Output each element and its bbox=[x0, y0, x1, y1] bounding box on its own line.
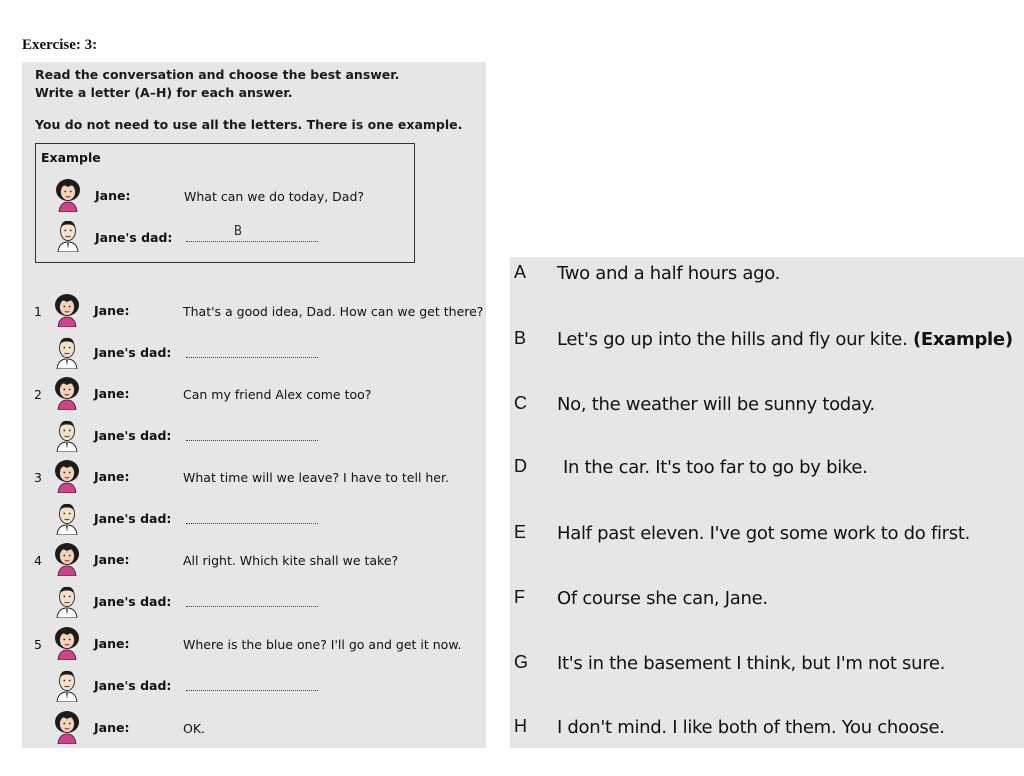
reply-speaker: Jane's dad: bbox=[94, 511, 172, 526]
question-text: That's a good idea, Dad. How can we get there? bbox=[183, 304, 484, 319]
example-answer-line bbox=[186, 224, 318, 242]
instruction-line-3: You do not need to use all the letters. There is one example. bbox=[35, 117, 463, 132]
option-text: In the car. It's too far to go by bike. bbox=[563, 457, 868, 478]
answer-blank[interactable] bbox=[186, 678, 318, 691]
option-letter: G bbox=[514, 652, 529, 672]
instruction-line-2: Write a letter (A–H) for each answer. bbox=[35, 85, 293, 100]
question-number: 1 bbox=[34, 304, 42, 319]
example-jane-speaker: Jane: bbox=[95, 188, 131, 203]
dad-avatar-icon bbox=[52, 335, 82, 369]
exercise-title: Exercise: 3: bbox=[22, 37, 98, 53]
option-letter: E bbox=[514, 522, 527, 542]
question-number: 5 bbox=[34, 637, 42, 652]
closing-text: OK. bbox=[183, 721, 206, 736]
option-text: Half past eleven. I've got some work to do first. bbox=[557, 523, 971, 544]
closing-speaker: Jane: bbox=[94, 720, 130, 735]
question-speaker: Jane: bbox=[94, 386, 130, 401]
dad-avatar-icon bbox=[52, 668, 82, 702]
question-text: Can my friend Alex come too? bbox=[183, 387, 372, 402]
option-letter: B bbox=[514, 328, 527, 348]
option-letter: D bbox=[514, 456, 527, 476]
jane-avatar-icon bbox=[52, 459, 82, 493]
question-text: All right. Which kite shall we take? bbox=[183, 553, 399, 568]
dad-avatar-icon bbox=[52, 584, 82, 618]
option-text: I don't mind. I like both of them. You choose. bbox=[557, 717, 945, 738]
option-letter: C bbox=[514, 393, 527, 413]
jane-avatar-icon bbox=[52, 293, 82, 327]
example-dad-speaker: Jane's dad: bbox=[95, 230, 173, 245]
option-text: It's in the basement I think, but I'm not sure. bbox=[557, 653, 946, 674]
answer-blank[interactable] bbox=[186, 594, 318, 607]
example-jane-line: What can we do today, Dad? bbox=[184, 189, 365, 204]
reply-speaker: Jane's dad: bbox=[94, 594, 172, 609]
jane-avatar-icon bbox=[52, 376, 82, 410]
example-answer: B bbox=[234, 224, 242, 239]
jane-avatar-icon bbox=[52, 542, 82, 576]
answer-options-panel bbox=[510, 257, 1024, 748]
reply-speaker: Jane's dad: bbox=[94, 428, 172, 443]
option-letter: A bbox=[514, 262, 527, 282]
conversation-panel bbox=[22, 62, 486, 748]
dad-avatar-icon bbox=[52, 501, 82, 535]
question-text: Where is the blue one? I'll go and get it now. bbox=[183, 637, 462, 652]
option-letter: F bbox=[514, 587, 525, 607]
answer-blank[interactable] bbox=[186, 511, 318, 524]
answer-blank[interactable] bbox=[186, 345, 318, 358]
option-text: Of course she can, Jane. bbox=[557, 588, 768, 609]
example-label: Example bbox=[41, 150, 101, 165]
question-speaker: Jane: bbox=[94, 552, 130, 567]
dad-avatar-icon bbox=[52, 418, 82, 452]
option-text: Two and a half hours ago. bbox=[557, 263, 781, 284]
question-speaker: Jane: bbox=[94, 636, 130, 651]
example-tag: (Example) bbox=[912, 329, 1013, 350]
question-speaker: Jane: bbox=[94, 303, 130, 318]
option-text: Let's go up into the hills and fly our kite. bbox=[557, 329, 908, 350]
example-box bbox=[35, 143, 415, 263]
reply-speaker: Jane's dad: bbox=[94, 678, 172, 693]
question-number: 3 bbox=[34, 470, 42, 485]
question-speaker: Jane: bbox=[94, 469, 130, 484]
option-text: No, the weather will be sunny today. bbox=[557, 394, 875, 415]
jane-avatar-icon bbox=[52, 626, 82, 660]
option-letter: H bbox=[514, 716, 527, 736]
reply-speaker: Jane's dad: bbox=[94, 345, 172, 360]
jane-avatar-icon bbox=[53, 178, 83, 212]
question-number: 4 bbox=[34, 553, 42, 568]
dad-avatar-icon bbox=[53, 218, 83, 252]
instruction-line-1: Read the conversation and choose the best answer. bbox=[35, 67, 400, 82]
question-number: 2 bbox=[34, 387, 42, 402]
question-text: What time will we leave? I have to tell her. bbox=[183, 470, 449, 485]
option-b bbox=[557, 329, 1013, 350]
answer-blank[interactable] bbox=[186, 428, 318, 441]
jane-avatar-icon bbox=[52, 710, 82, 744]
